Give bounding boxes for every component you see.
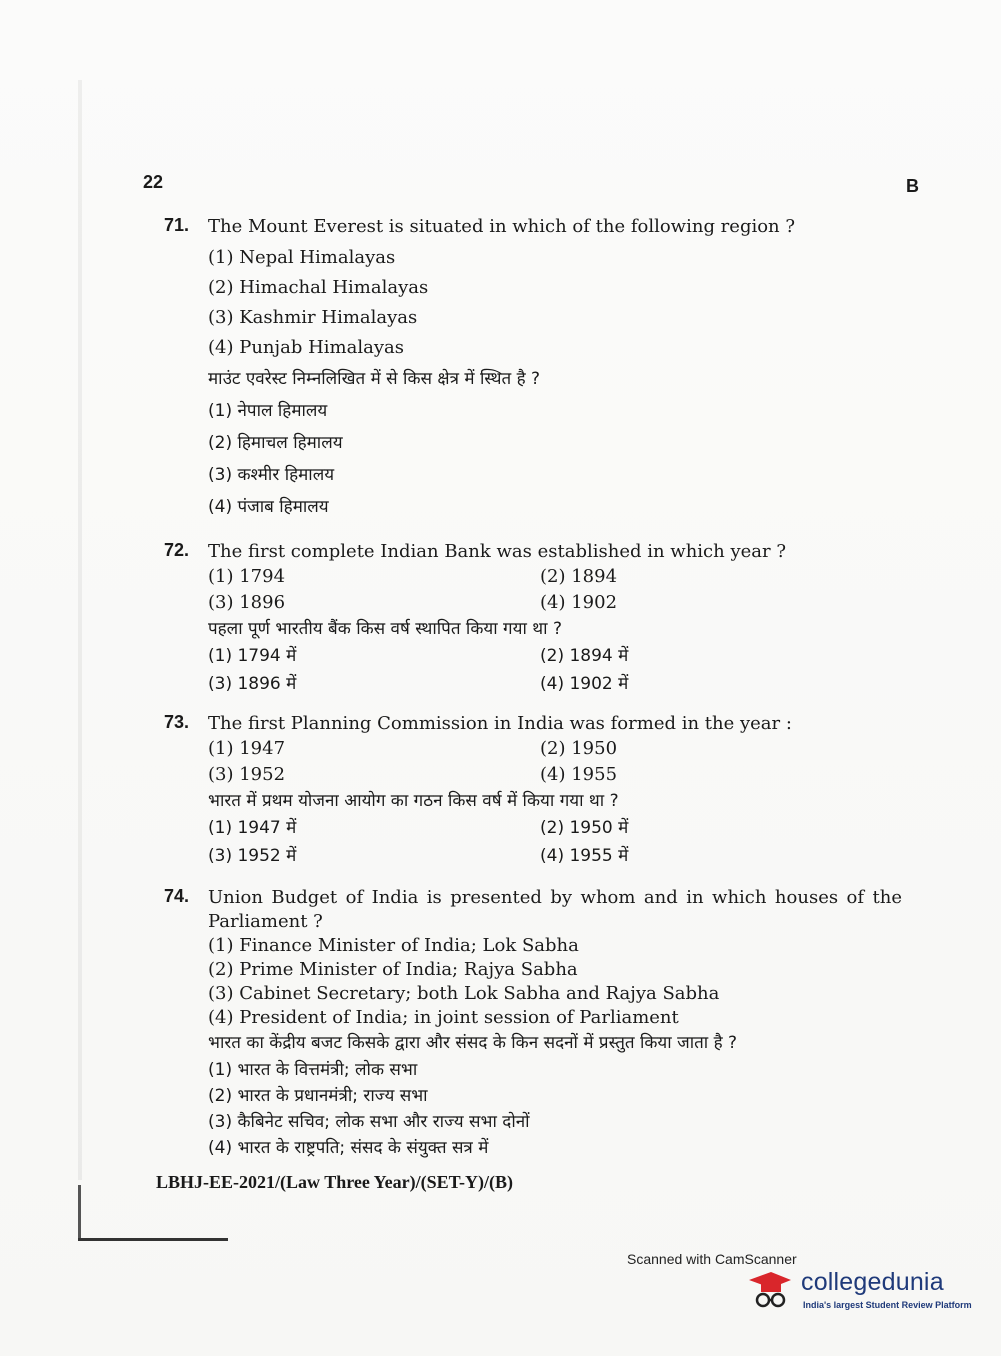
page-number: 22: [143, 172, 164, 192]
question-71: [164, 215, 924, 523]
option: (1) Finance Minister of India; Lok Sabha: [208, 935, 579, 956]
hindi-question-text: भारत में प्रथम योजना आयोग का गठन किस वर्ष में किया गया था ?: [208, 791, 619, 811]
question-74: [164, 886, 924, 1161]
logo-wordmark: collegedunia: [801, 1268, 944, 1296]
option: (3) 1952: [208, 764, 286, 785]
scanned-with-label: Scanned with CamScanner: [627, 1251, 797, 1267]
scan-border-vertical: [78, 1185, 81, 1241]
option: (4) President of India; in joint session of Parliament: [208, 1007, 679, 1028]
option: (4) 1902: [540, 592, 618, 613]
option: (2) Himachal Himalayas: [208, 277, 429, 298]
question-text: The Mount Everest is situated in which of the following region ?: [208, 216, 796, 237]
question-72: [164, 540, 924, 698]
option: (2) 1894: [540, 566, 618, 587]
scan-border-horizontal: [78, 1238, 228, 1241]
hindi-option: (3) 1952 में: [208, 846, 297, 866]
option: (1) 1947: [208, 738, 286, 759]
logo-tagline: India's largest Student Review Platform: [803, 1300, 972, 1310]
hindi-question-text: भारत का केंद्रीय बजट किसके द्वारा और संसद के किन सदनों में प्रस्तुत किया जाता है ?: [208, 1033, 738, 1053]
option: (4) 1955: [540, 764, 618, 785]
hindi-question-text: पहला पूर्ण भारतीय बैंक किस वर्ष स्थापित किया गया था ?: [208, 619, 562, 639]
question-number: 71.: [164, 215, 190, 235]
option: (1) 1794: [208, 566, 286, 587]
collegedunia-logo: [745, 1268, 975, 1318]
question-text: The first complete Indian Bank was established in which year ?: [208, 541, 786, 562]
hindi-option: (1) 1794 में: [208, 646, 297, 666]
hindi-option: (1) 1947 में: [208, 818, 297, 838]
option: (2) 1950: [540, 738, 618, 759]
scan-edge: [78, 80, 82, 1180]
option: (3) Cabinet Secretary; both Lok Sabha and Rajya Sabha: [208, 983, 720, 1004]
hindi-option: (4) 1955 में: [540, 846, 629, 866]
hindi-option: (1) भारत के वित्तमंत्री; लोक सभा: [208, 1060, 418, 1080]
hindi-option: (1) नेपाल हिमालय: [208, 401, 328, 421]
hindi-option: (2) हिमाचल हिमालय: [208, 433, 343, 453]
hindi-option: (3) कश्मीर हिमालय: [208, 465, 335, 485]
hindi-option: (4) पंजाब हिमालय: [208, 497, 329, 517]
option: (4) Punjab Himalayas: [208, 337, 404, 358]
hindi-option: (2) 1950 में: [540, 818, 629, 838]
graduate-icon: [745, 1270, 793, 1312]
hindi-option: (3) 1896 में: [208, 674, 297, 694]
hindi-question-text: माउंट एवरेस्ट निम्नलिखित में से किस क्षेत्र में स्थित है ?: [208, 369, 541, 389]
question-text: Union Budget of India is presented by whom and in which houses of the Parliament ?: [208, 887, 902, 932]
option: (1) Nepal Himalayas: [208, 247, 396, 268]
question-73: [164, 712, 924, 870]
option: (2) Prime Minister of India; Rajya Sabha: [208, 959, 578, 980]
option: (3) Kashmir Himalayas: [208, 307, 418, 328]
hindi-option: (2) 1894 में: [540, 646, 629, 666]
hindi-option: (4) 1902 में: [540, 674, 629, 694]
question-number: 73.: [164, 712, 190, 732]
question-text: The first Planning Commission in India was formed in the year :: [208, 713, 792, 734]
question-number: 72.: [164, 540, 190, 560]
option: (3) 1896: [208, 592, 286, 613]
hindi-option: (2) भारत के प्रधानमंत्री; राज्य सभा: [208, 1086, 428, 1106]
paper-code: LBHJ-EE-2021/(Law Three Year)/(SET-Y)/(B): [156, 1172, 514, 1192]
set-code: B: [906, 176, 919, 196]
hindi-option: (3) कैबिनेट सचिव; लोक सभा और राज्य सभा दोनों: [208, 1112, 530, 1132]
hindi-option: (4) भारत के राष्ट्रपति; संसद के संयुक्त सत्र में: [208, 1138, 489, 1158]
question-number: 74.: [164, 886, 190, 906]
